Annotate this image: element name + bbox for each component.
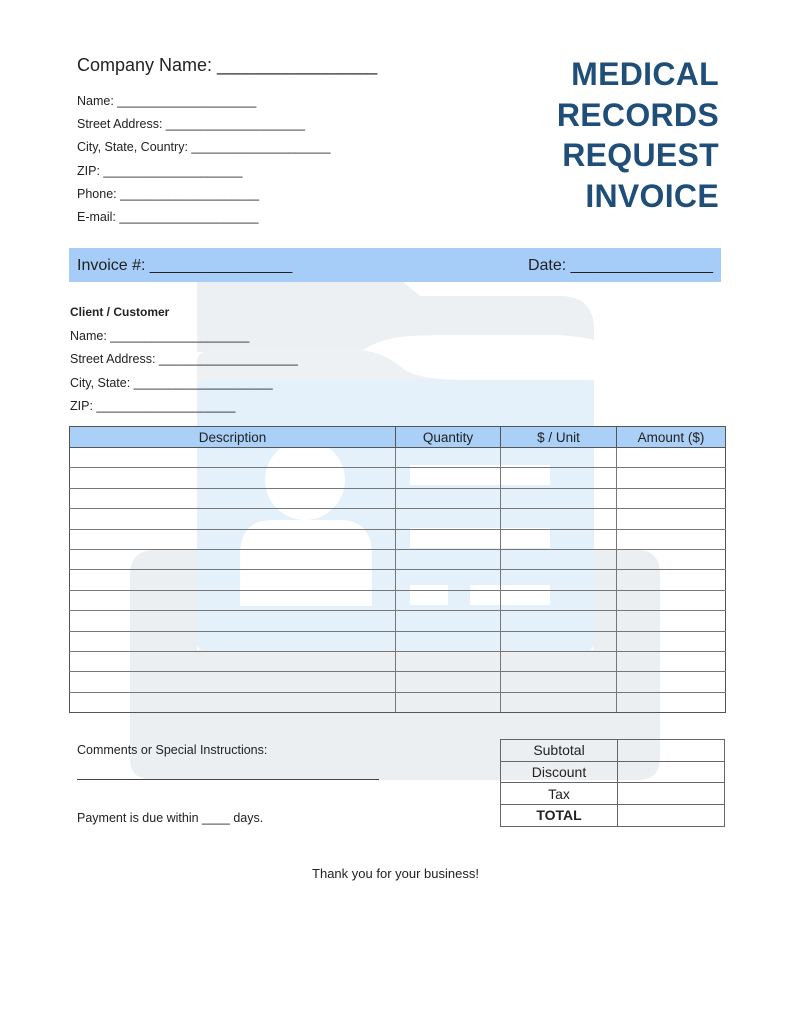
table-cell: [396, 590, 501, 610]
table-row: [70, 529, 726, 549]
payment-terms: Payment is due within ____ days.: [77, 811, 264, 825]
table-cell: [501, 468, 617, 488]
table-row: [70, 448, 726, 468]
table-cell: [617, 692, 726, 712]
table-cell: [70, 672, 396, 692]
table-cell: [396, 672, 501, 692]
table-cell: [617, 529, 726, 549]
table-cell: [70, 468, 396, 488]
table-cell: [70, 631, 396, 651]
invoice-number-field: Invoice #: ________________: [77, 257, 293, 274]
line-items-table: [69, 426, 726, 713]
invoice-title: [557, 54, 719, 216]
line-items-body: [70, 448, 726, 713]
table-cell: [501, 448, 617, 468]
table-cell: [501, 509, 617, 529]
sender-zip-field: ZIP: ____________________: [77, 163, 243, 178]
unit-price-header: $ / Unit: [501, 427, 617, 448]
invoice-date-field: Date: ________________: [527, 257, 713, 274]
table-cell: [396, 488, 501, 508]
table-row: [70, 509, 726, 529]
table-cell: [396, 611, 501, 631]
table-cell: [617, 631, 726, 651]
table-cell: [396, 529, 501, 549]
table-cell: [501, 529, 617, 549]
table-cell: [501, 672, 617, 692]
table-cell: [617, 549, 726, 569]
sender-email-field: E-mail: ____________________: [77, 209, 259, 224]
table-cell: [70, 549, 396, 569]
table-cell: [396, 448, 501, 468]
table-cell: [617, 468, 726, 488]
company-name-label: Company Name: ________________: [77, 55, 378, 75]
table-cell: [70, 651, 396, 671]
client-street-field: Street Address: ____________________: [70, 352, 298, 367]
table-cell: [70, 611, 396, 631]
table-cell: [501, 570, 617, 590]
comments-line: [77, 779, 379, 780]
table-cell: [396, 651, 501, 671]
total-row: [501, 805, 725, 827]
comments-label: Comments or Special Instructions:: [77, 743, 268, 757]
discount-row: [501, 761, 725, 783]
table-row: [70, 590, 726, 610]
table-cell: [396, 570, 501, 590]
table-row: [70, 611, 726, 631]
thank-you-note: Thank you for your business!: [312, 866, 479, 881]
table-cell: [396, 692, 501, 712]
table-cell: [70, 692, 396, 712]
table-cell: [501, 611, 617, 631]
table-cell: [396, 509, 501, 529]
table-cell: [501, 651, 617, 671]
table-cell: [617, 672, 726, 692]
table-cell: [617, 570, 726, 590]
client-city-field: City, State: ____________________: [70, 375, 273, 390]
sender-street-field: Street Address: ____________________: [77, 117, 305, 132]
table-cell: [396, 549, 501, 569]
subtotal-row: [501, 740, 725, 762]
title-line-3: REQUEST: [562, 137, 719, 173]
table-cell: [501, 590, 617, 610]
title-line-4: INVOICE: [585, 177, 719, 214]
table-cell: [501, 631, 617, 651]
tax-label: Tax: [501, 783, 618, 805]
table-row: [70, 570, 726, 590]
title-line-1: MEDICAL: [571, 56, 719, 92]
table-cell: [617, 611, 726, 631]
sender-details: [77, 94, 330, 233]
table-cell: [617, 488, 726, 508]
table-cell: [617, 651, 726, 671]
subtotal-label: Subtotal: [501, 740, 618, 762]
discount-value: [618, 761, 725, 783]
table-cell: [501, 488, 617, 508]
table-row: [70, 549, 726, 569]
table-cell: [70, 509, 396, 529]
total-value: [618, 805, 725, 827]
table-cell: [70, 448, 396, 468]
table-row: [70, 672, 726, 692]
total-label: TOTAL: [501, 805, 618, 827]
table-cell: [501, 549, 617, 569]
sender-phone-field: Phone: ____________________: [77, 186, 260, 201]
table-cell: [70, 529, 396, 549]
table-row: [70, 631, 726, 651]
description-header: Description: [70, 427, 396, 448]
client-name-field: Name: ____________________: [70, 328, 250, 343]
table-row: [70, 651, 726, 671]
title-line-2: RECORDS: [556, 96, 719, 133]
tax-row: [501, 783, 725, 805]
client-zip-field: ZIP: ____________________: [70, 399, 236, 414]
table-cell: [617, 509, 726, 529]
table-row: [70, 692, 726, 712]
table-cell: [617, 448, 726, 468]
table-row: [70, 488, 726, 508]
client-details: [70, 305, 298, 423]
sender-city-field: City, State, Country: ____________________: [77, 140, 331, 155]
discount-label: Discount: [501, 761, 618, 783]
invoice-info-bar: [69, 248, 721, 282]
totals-table: [500, 739, 725, 827]
amount-header: Amount ($): [617, 427, 726, 448]
table-cell: [70, 590, 396, 610]
table-cell: [70, 488, 396, 508]
table-row: [70, 468, 726, 488]
quantity-header: Quantity: [396, 427, 501, 448]
table-cell: [70, 570, 396, 590]
subtotal-value: [618, 740, 725, 762]
table-cell: [501, 692, 617, 712]
table-cell: [396, 631, 501, 651]
tax-value: [618, 783, 725, 805]
table-header-row: [70, 427, 726, 448]
client-heading: Client / Customer: [70, 305, 170, 319]
table-cell: [396, 468, 501, 488]
table-cell: [617, 590, 726, 610]
sender-name-field: Name: ____________________: [77, 94, 257, 108]
